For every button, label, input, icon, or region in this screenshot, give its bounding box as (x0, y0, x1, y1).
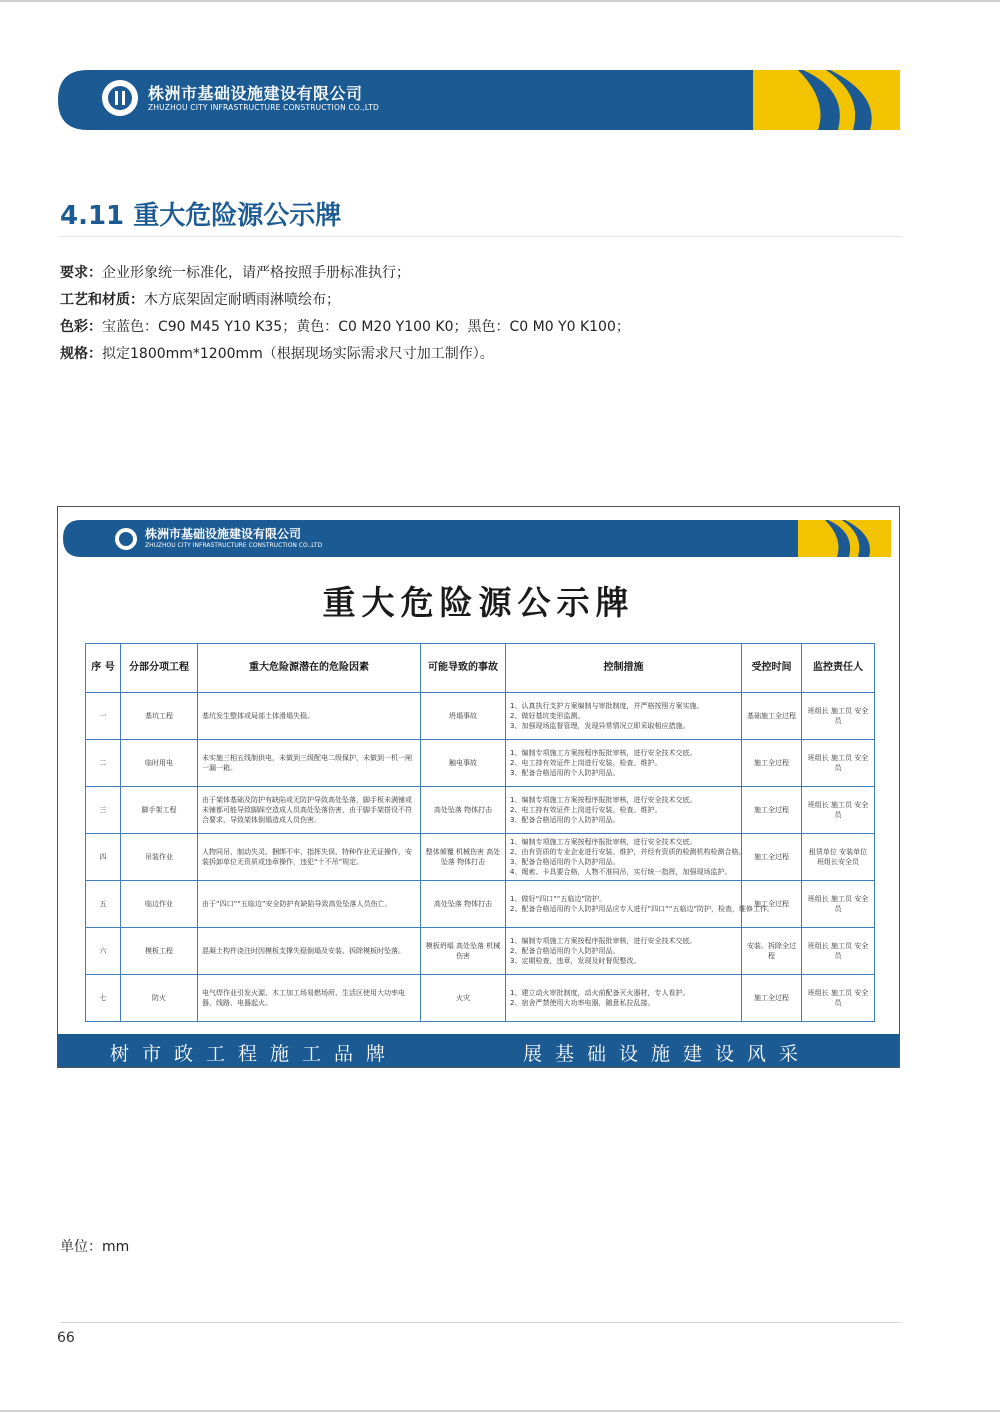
control-measure: 2、配备合格适用的个人防护用品。 (510, 946, 620, 955)
cell-no: 三 (86, 787, 121, 834)
cell-no: 一 (86, 693, 121, 740)
cell-project: 脚手架工程 (121, 787, 198, 834)
cell-person: 班组长 施工员 安全员 (802, 928, 875, 975)
cell-controls (506, 928, 742, 975)
cell-person: 班组长 施工员 安全员 (802, 881, 875, 928)
col-header-factor: 重大危险源潜在的危险因素 (198, 644, 421, 693)
table-header-row (86, 644, 875, 693)
slogan-left: 树市政工程施工品牌 (110, 1043, 399, 1065)
cell-project: 临时用电 (121, 740, 198, 787)
cell-accident: 模板坍塌 高处坠落 机械伤害 (421, 928, 506, 975)
control-measure: 2、电工持有效证件上岗进行安装、检查、维护。 (510, 758, 662, 767)
cell-controls (506, 693, 742, 740)
spec-label: 规格： (60, 346, 102, 362)
control-measure: 4、绳索、卡具要合格，人物不准同吊，实行统一指挥，加强现场监护。 (510, 868, 732, 877)
cell-time: 施工全过程 (742, 881, 802, 928)
cell-controls (506, 975, 742, 1022)
cell-no: 四 (86, 834, 121, 881)
cell-factor: 基坑发生整体或局部土体滑塌失稳。 (198, 693, 421, 740)
board-company-en: ZHUZHOU CITY INFRASTRUCTURE CONSTRUCTION CO.,LTD (145, 542, 323, 549)
cell-accident: 触电事故 (421, 740, 506, 787)
col-header-no: 序 号 (86, 644, 121, 693)
table-row (86, 693, 875, 740)
cell-no: 五 (86, 881, 121, 928)
control-measure: 2、宿舍严禁使用大功率电器，随意私拉乱接。 (510, 999, 655, 1007)
cell-person: 班组长 施工员 安全员 (802, 975, 875, 1022)
cell-person: 租赁单位 安装单位 班组长安全员 (802, 834, 875, 881)
cell-controls (506, 787, 742, 834)
control-measure: 2、配备合格适用的个人防护用品应专人进行“四口”“五临边”防护，检查，维修工作。 (510, 905, 774, 913)
control-measure: 1、建立动火审批制度，动火前配备灭火器材，专人看护。 (510, 988, 690, 997)
col-header-project: 分部分项工程 (121, 644, 198, 693)
cell-no: 二 (86, 740, 121, 787)
cell-person: 班组长 施工员 安全员 (802, 740, 875, 787)
requirement-line (60, 262, 410, 282)
cell-accident: 高处坠落 物体打击 (421, 881, 506, 928)
footer-divider (60, 1322, 902, 1323)
title-divider (60, 236, 902, 237)
section-title: 4.11 重大危险源公示牌 (60, 201, 342, 231)
cell-person: 班组长 施工员 安全员 (802, 787, 875, 834)
cell-time: 施工全过程 (742, 740, 802, 787)
cell-accident: 整体倾覆 机械伤害 高处坠落 物体打击 (421, 834, 506, 881)
cell-time: 基础施工全过程 (742, 693, 802, 740)
bottom-divider (0, 1410, 1000, 1412)
control-measure: 2、由有资质的专业企业进行安装、维护，并经有资质的检测机构检测合格。 (510, 847, 746, 856)
cell-person: 班组长 施工员 安全员 (802, 693, 875, 740)
cell-controls (506, 740, 742, 787)
control-measure: 1、编制专项施工方案按程序报批审核，进行安全技术交底。 (510, 795, 697, 804)
control-measure: 3、配备合格适用的个人防护用品。 (510, 858, 620, 866)
cell-factor: 由于“四口”“五临边”安全防护有缺陷导致高处坠落人员伤亡。 (198, 881, 421, 928)
control-measure: 3、配备合格适用的个人防护用品。 (510, 769, 620, 778)
table-row (86, 881, 875, 928)
hazard-table (85, 643, 875, 1022)
cell-project: 吊装作业 (121, 834, 198, 881)
requirement-label: 要求： (60, 265, 102, 281)
cell-no: 六 (86, 928, 121, 975)
cell-project: 模板工程 (121, 928, 198, 975)
cell-no: 七 (86, 975, 121, 1022)
board-logo-icon (113, 526, 139, 552)
col-header-person: 监控责任人 (802, 644, 875, 693)
top-divider (0, 0, 1000, 2)
material-label: 工艺和材质： (60, 292, 144, 308)
cell-time: 施工全过程 (742, 834, 802, 881)
requirement-text: 企业形象统一标准化，请严格按照手册标准执行； (102, 265, 410, 281)
page-number: 66 (57, 1330, 75, 1346)
board-header-banner (63, 520, 891, 557)
control-measure: 2、做好基坑变形监测。 (510, 711, 585, 720)
spec-text: 拟定1800mm*1200mm（根据现场实际需求尺寸加工制作）。 (102, 346, 494, 362)
unit-label: 单位：mm (60, 1239, 130, 1255)
control-measure: 1、编制专项施工方案按程序报批审核，进行安全技术交底。 (510, 837, 697, 846)
color-text: 宝蓝色：C90 M45 Y10 K35；黄色：C0 M20 Y100 K0；黑色：C0 M0 Y0 K100； (102, 319, 630, 335)
control-measure: 1、做好“四口”“五临边”防护。 (510, 894, 606, 903)
color-label: 色彩： (60, 319, 102, 335)
board-title: 重大危险源公示牌 (322, 583, 635, 622)
cell-factor: 由于架体基础及防护有缺陷或无防护导致高处坠落，脚手板未满铺或未铺都可能导致脚踩空造成人员高处坠落伤害，由于脚手架搭设不符合要求，导致架体倒塌造成人员伤害。 (198, 787, 421, 834)
control-measure: 1、认真执行支护方案编制与审批制度，并严格按照方案实施。 (510, 701, 704, 710)
cell-accident: 坍塌事故 (421, 693, 506, 740)
spec-line (60, 343, 494, 363)
table-row (86, 928, 875, 975)
cell-factor: 未实施三相五线制供电，未做到三级配电二级保护，未做到一机一闸一漏一箱。 (198, 740, 421, 787)
control-measure: 3、定期检查，违章，发现及时督促整改。 (510, 957, 641, 966)
board-company-cn: 株洲市基础设施建设有限公司 (145, 527, 302, 541)
cell-project: 基坑工程 (121, 693, 198, 740)
color-line (60, 316, 630, 336)
cell-project: 防火 (121, 975, 198, 1022)
table-row (86, 975, 875, 1022)
board-footer-slogan (58, 1034, 899, 1067)
cell-accident: 高处坠落 物体打击 (421, 787, 506, 834)
company-name-en: ZHUZHOU CITY INFRASTRUCTURE CONSTRUCTION CO.,LTD (148, 103, 379, 112)
control-measure: 3、加强现场监督管理，发现异常情况立即采取相应措施。 (510, 722, 690, 731)
slogan-right: 展基础设施建设风采 (523, 1043, 812, 1065)
control-measure: 2、电工持有效证件上岗进行安装、检查、维护。 (510, 805, 662, 814)
cell-factor: 电气焊作业引发火源、木工加工场易燃场所、生活区使用大功率电器，线路、电器起火。 (198, 975, 421, 1022)
cell-time: 施工全过程 (742, 975, 802, 1022)
hazard-table-body (86, 693, 875, 1022)
material-text: 木方底架固定耐晒雨淋喷绘布； (144, 292, 340, 308)
control-measure: 3、配备合格适用的个人防护用品。 (510, 816, 620, 825)
material-line (60, 289, 340, 309)
cell-controls (506, 834, 746, 881)
table-row (86, 787, 875, 834)
cell-time: 施工全过程 (742, 787, 802, 834)
col-header-accident: 可能导致的事故 (421, 644, 506, 693)
page-header-banner (58, 70, 900, 130)
company-logo-icon (100, 78, 140, 118)
company-name-cn: 株洲市基础设施建设有限公司 (148, 84, 363, 103)
cell-factor: 人物同吊、制动失灵、捆绑不牢、指挥失误、特种作业无证操作，安装拆卸单位无资质或违章操作，违犯“十不吊”规定。 (198, 834, 421, 881)
col-header-controls: 控制措施 (506, 644, 742, 693)
cell-time: 安装、拆除全过程 (742, 928, 802, 975)
control-measure: 1、编制专项施工方案按程序报批审核，进行安全技术交底。 (510, 936, 697, 945)
table-row (86, 834, 875, 881)
cell-project: 临边作业 (121, 881, 198, 928)
control-measure: 1、编制专项施工方案按程序报批审核，进行安全技术交底。 (510, 748, 697, 757)
table-row (86, 740, 875, 787)
cell-factor: 混凝土构件浇注时因模板支撑失稳倒塌及安装、拆除模板时坠落。 (198, 928, 421, 975)
hazard-sign-board (57, 506, 900, 1068)
col-header-time: 受控时间 (742, 644, 802, 693)
cell-accident: 火灾 (421, 975, 506, 1022)
